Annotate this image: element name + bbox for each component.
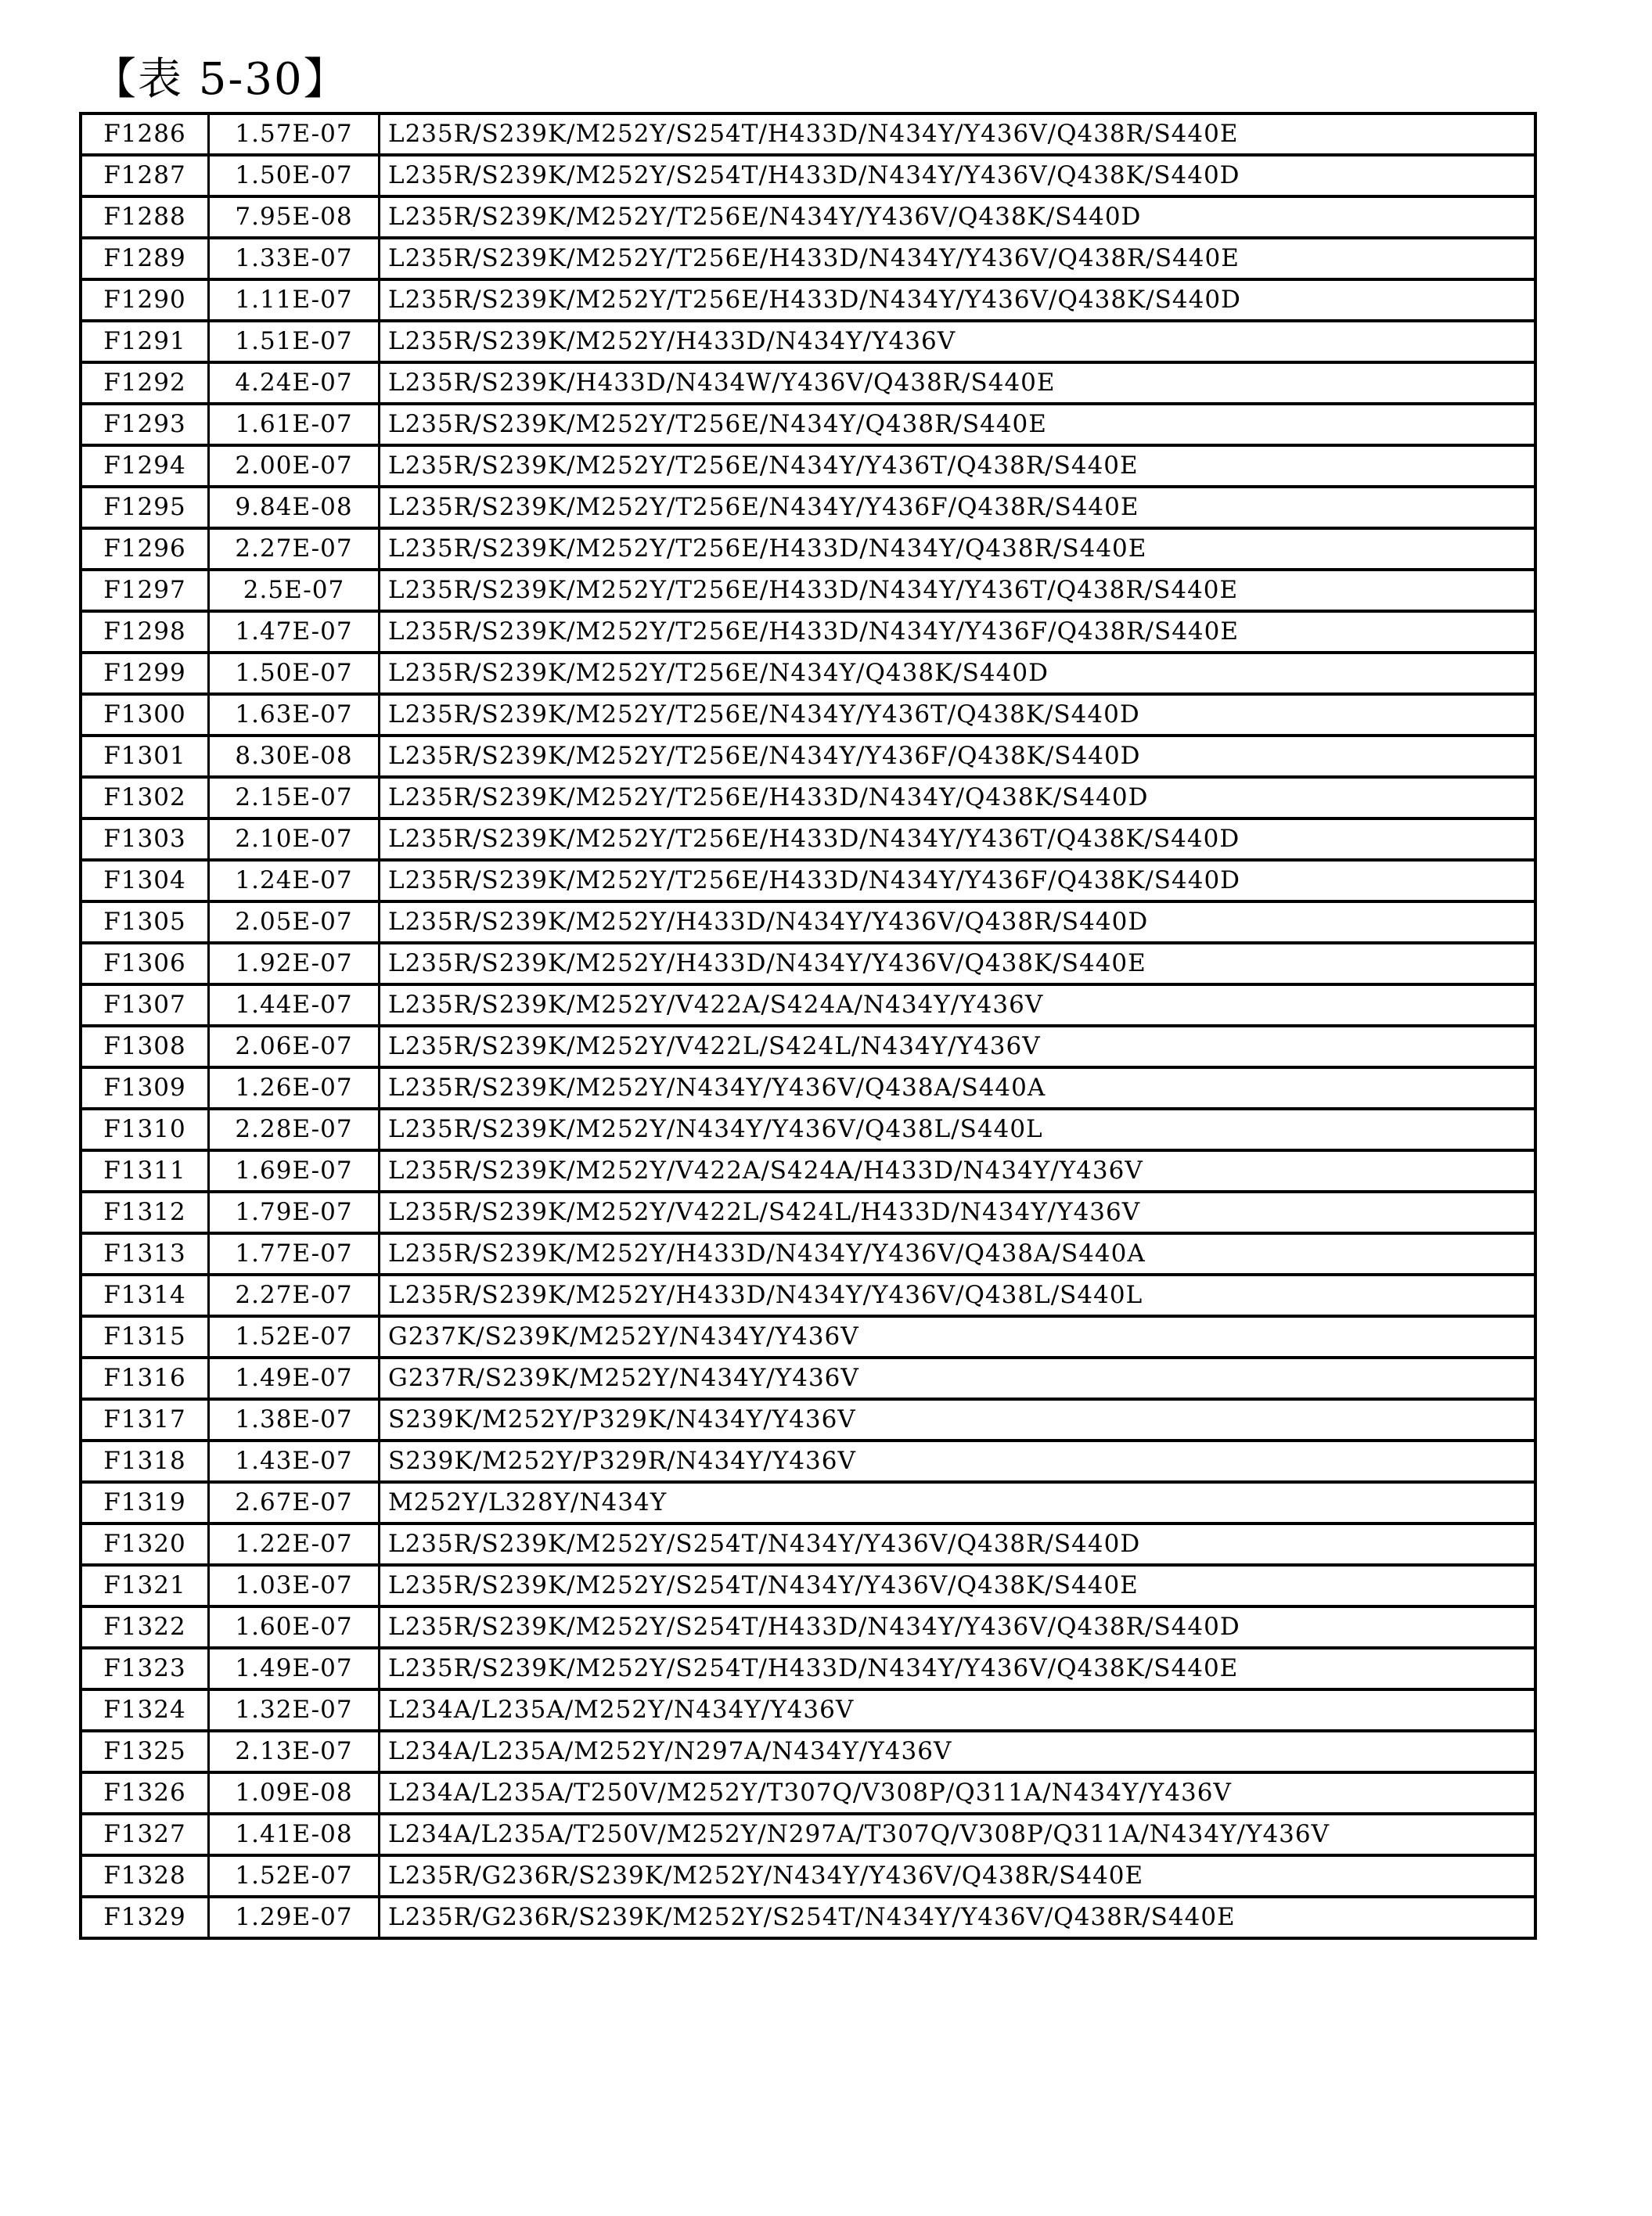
mutations-cell: L235R/S239K/M252Y/S254T/N434Y/Y436V/Q438K/S440E: [380, 1565, 1536, 1606]
table-row: [81, 113, 1535, 155]
value-cell: 1.77E-07: [209, 1233, 380, 1275]
value-cell: 1.03E-07: [209, 1565, 380, 1606]
mutations-cell: L235R/S239K/M252Y/T256E/N434Y/Y436T/Q438K/S440D: [380, 694, 1536, 736]
variant-id-cell: F1317: [81, 1399, 209, 1441]
mutations-cell: L235R/S239K/M252Y/H433D/N434Y/Y436V: [380, 321, 1536, 362]
table-row: [81, 1316, 1535, 1358]
variant-id-cell: F1323: [81, 1648, 209, 1689]
table-row: [81, 321, 1535, 362]
variant-id-cell: F1286: [81, 113, 209, 155]
mutations-cell: L235R/S239K/M252Y/V422A/S424A/N434Y/Y436V: [380, 984, 1536, 1026]
variant-id-cell: F1291: [81, 321, 209, 362]
table-row: [81, 1855, 1535, 1897]
table-row: [81, 736, 1535, 777]
variant-id-cell: F1314: [81, 1275, 209, 1316]
mutations-cell: L235R/S239K/M252Y/V422A/S424A/H433D/N434Y/Y436V: [380, 1150, 1536, 1192]
variant-id-cell: F1309: [81, 1067, 209, 1109]
variant-id-cell: F1298: [81, 611, 209, 653]
table-row: [81, 1772, 1535, 1814]
variant-id-cell: F1300: [81, 694, 209, 736]
mutations-cell: L235R/S239K/M252Y/T256E/H433D/N434Y/Y436V/Q438R/S440E: [380, 238, 1536, 279]
mutations-cell: L235R/S239K/H433D/N434W/Y436V/Q438R/S440E: [380, 362, 1536, 404]
table-row: [81, 570, 1535, 611]
mutations-cell: L235R/S239K/M252Y/H433D/N434Y/Y436V/Q438R/S440D: [380, 901, 1536, 943]
table-row: [81, 279, 1535, 321]
value-cell: 9.84E-08: [209, 487, 380, 528]
table-row: [81, 777, 1535, 818]
table-row: [81, 984, 1535, 1026]
table-row: [81, 1192, 1535, 1233]
variant-id-cell: F1306: [81, 943, 209, 984]
table-row: [81, 1067, 1535, 1109]
variant-id-cell: F1299: [81, 653, 209, 694]
variant-table: [79, 112, 1537, 1940]
variant-id-cell: F1288: [81, 196, 209, 238]
mutations-cell: L235R/S239K/M252Y/N434Y/Y436V/Q438A/S440A: [380, 1067, 1536, 1109]
variant-id-cell: F1329: [81, 1897, 209, 1938]
mutations-cell: L235R/S239K/M252Y/T256E/N434Y/Q438R/S440E: [380, 404, 1536, 445]
table-row: [81, 238, 1535, 279]
mutations-cell: G237K/S239K/M252Y/N434Y/Y436V: [380, 1316, 1536, 1358]
value-cell: 1.52E-07: [209, 1855, 380, 1897]
value-cell: 1.22E-07: [209, 1524, 380, 1565]
value-cell: 1.50E-07: [209, 653, 380, 694]
value-cell: 2.05E-07: [209, 901, 380, 943]
variant-id-cell: F1302: [81, 777, 209, 818]
variant-id-cell: F1290: [81, 279, 209, 321]
variant-id-cell: F1297: [81, 570, 209, 611]
mutations-cell: L235R/S239K/M252Y/T256E/H433D/N434Y/Y436T/Q438R/S440E: [380, 570, 1536, 611]
value-cell: 1.11E-07: [209, 279, 380, 321]
table-row: [81, 1109, 1535, 1150]
value-cell: 2.27E-07: [209, 1275, 380, 1316]
table-row: [81, 1606, 1535, 1648]
table-row: [81, 1814, 1535, 1855]
mutations-cell: L235R/G236R/S239K/M252Y/N434Y/Y436V/Q438R/S440E: [380, 1855, 1536, 1897]
variant-id-cell: F1310: [81, 1109, 209, 1150]
table-row: [81, 1482, 1535, 1524]
value-cell: 1.61E-07: [209, 404, 380, 445]
table-row: [81, 1731, 1535, 1772]
value-cell: 1.38E-07: [209, 1399, 380, 1441]
value-cell: 1.50E-07: [209, 155, 380, 196]
variant-id-cell: F1292: [81, 362, 209, 404]
mutations-cell: L235R/S239K/M252Y/S254T/N434Y/Y436V/Q438R/S440D: [380, 1524, 1536, 1565]
table-row: [81, 1233, 1535, 1275]
table-row: [81, 901, 1535, 943]
value-cell: 2.67E-07: [209, 1482, 380, 1524]
value-cell: 2.00E-07: [209, 445, 380, 487]
mutations-cell: S239K/M252Y/P329K/N434Y/Y436V: [380, 1399, 1536, 1441]
table-row: [81, 860, 1535, 901]
variant-id-cell: F1295: [81, 487, 209, 528]
table-row: [81, 1897, 1535, 1938]
mutations-cell: M252Y/L328Y/N434Y: [380, 1482, 1536, 1524]
table-row: [81, 404, 1535, 445]
mutations-cell: L235R/S239K/M252Y/V422L/S424L/N434Y/Y436V: [380, 1026, 1536, 1067]
table-row: [81, 653, 1535, 694]
table-row: [81, 818, 1535, 860]
variant-id-cell: F1294: [81, 445, 209, 487]
table-row: [81, 1358, 1535, 1399]
variant-id-cell: F1312: [81, 1192, 209, 1233]
value-cell: 7.95E-08: [209, 196, 380, 238]
variant-id-cell: F1289: [81, 238, 209, 279]
value-cell: 2.06E-07: [209, 1026, 380, 1067]
table-title: 【表 5-30】: [92, 54, 349, 105]
variant-id-cell: F1304: [81, 860, 209, 901]
variant-id-cell: F1327: [81, 1814, 209, 1855]
mutations-cell: G237R/S239K/M252Y/N434Y/Y436V: [380, 1358, 1536, 1399]
variant-id-cell: F1315: [81, 1316, 209, 1358]
mutations-cell: L234A/L235A/T250V/M252Y/T307Q/V308P/Q311A/N434Y/Y436V: [380, 1772, 1536, 1814]
value-cell: 2.10E-07: [209, 818, 380, 860]
variant-id-cell: F1305: [81, 901, 209, 943]
table-row: [81, 528, 1535, 570]
table-row: [81, 362, 1535, 404]
mutations-cell: L235R/S239K/M252Y/T256E/N434Y/Y436V/Q438K/S440D: [380, 196, 1536, 238]
table-row: [81, 1026, 1535, 1067]
table-row: [81, 1441, 1535, 1482]
variant-id-cell: F1328: [81, 1855, 209, 1897]
table-row: [81, 1648, 1535, 1689]
variant-id-cell: F1318: [81, 1441, 209, 1482]
variant-id-cell: F1319: [81, 1482, 209, 1524]
table-row: [81, 445, 1535, 487]
mutations-cell: L235R/S239K/M252Y/T256E/H433D/N434Y/Y436T/Q438K/S440D: [380, 818, 1536, 860]
value-cell: 1.32E-07: [209, 1689, 380, 1731]
variant-id-cell: F1321: [81, 1565, 209, 1606]
variant-id-cell: F1322: [81, 1606, 209, 1648]
value-cell: 2.13E-07: [209, 1731, 380, 1772]
mutations-cell: L235R/S239K/M252Y/S254T/H433D/N434Y/Y436V/Q438R/S440E: [380, 113, 1536, 155]
table-row: [81, 1275, 1535, 1316]
table-row: [81, 1565, 1535, 1606]
mutations-cell: L235R/S239K/M252Y/T256E/H433D/N434Y/Q438K/S440D: [380, 777, 1536, 818]
variant-id-cell: F1308: [81, 1026, 209, 1067]
mutations-cell: L235R/G236R/S239K/M252Y/S254T/N434Y/Y436V/Q438R/S440E: [380, 1897, 1536, 1938]
value-cell: 1.43E-07: [209, 1441, 380, 1482]
table-row: [81, 155, 1535, 196]
variant-id-cell: F1287: [81, 155, 209, 196]
value-cell: 1.49E-07: [209, 1358, 380, 1399]
table-row: [81, 943, 1535, 984]
value-cell: 1.49E-07: [209, 1648, 380, 1689]
mutations-cell: L235R/S239K/M252Y/T256E/N434Y/Y436T/Q438R/S440E: [380, 445, 1536, 487]
variant-id-cell: F1325: [81, 1731, 209, 1772]
variant-id-cell: F1293: [81, 404, 209, 445]
value-cell: 1.69E-07: [209, 1150, 380, 1192]
value-cell: 2.28E-07: [209, 1109, 380, 1150]
value-cell: 1.44E-07: [209, 984, 380, 1026]
value-cell: 1.41E-08: [209, 1814, 380, 1855]
variant-id-cell: F1316: [81, 1358, 209, 1399]
value-cell: 4.24E-07: [209, 362, 380, 404]
mutations-cell: L235R/S239K/M252Y/T256E/N434Y/Q438K/S440D: [380, 653, 1536, 694]
mutations-cell: L235R/S239K/M252Y/T256E/N434Y/Y436F/Q438R/S440E: [380, 487, 1536, 528]
value-cell: 2.15E-07: [209, 777, 380, 818]
mutations-cell: L235R/S239K/M252Y/T256E/N434Y/Y436F/Q438K/S440D: [380, 736, 1536, 777]
value-cell: 1.24E-07: [209, 860, 380, 901]
mutations-cell: L235R/S239K/M252Y/T256E/H433D/N434Y/Y436V/Q438K/S440D: [380, 279, 1536, 321]
variant-id-cell: F1326: [81, 1772, 209, 1814]
table-row: [81, 1689, 1535, 1731]
mutations-cell: L235R/S239K/M252Y/S254T/H433D/N434Y/Y436V/Q438K/S440E: [380, 1648, 1536, 1689]
value-cell: 1.26E-07: [209, 1067, 380, 1109]
value-cell: 1.09E-08: [209, 1772, 380, 1814]
variant-id-cell: F1324: [81, 1689, 209, 1731]
mutations-cell: L234A/L235A/T250V/M252Y/N297A/T307Q/V308P/Q311A/N434Y/Y436V: [380, 1814, 1536, 1855]
table-row: [81, 1524, 1535, 1565]
value-cell: 1.33E-07: [209, 238, 380, 279]
value-cell: 1.47E-07: [209, 611, 380, 653]
value-cell: 2.5E-07: [209, 570, 380, 611]
variant-id-cell: F1311: [81, 1150, 209, 1192]
variant-id-cell: F1296: [81, 528, 209, 570]
value-cell: 2.27E-07: [209, 528, 380, 570]
variant-id-cell: F1320: [81, 1524, 209, 1565]
value-cell: 1.52E-07: [209, 1316, 380, 1358]
mutations-cell: L235R/S239K/M252Y/S254T/H433D/N434Y/Y436V/Q438R/S440D: [380, 1606, 1536, 1648]
mutations-cell: L235R/S239K/M252Y/H433D/N434Y/Y436V/Q438K/S440E: [380, 943, 1536, 984]
value-cell: 1.63E-07: [209, 694, 380, 736]
mutations-cell: L235R/S239K/M252Y/T256E/H433D/N434Y/Y436F/Q438R/S440E: [380, 611, 1536, 653]
mutations-cell: L234A/L235A/M252Y/N297A/N434Y/Y436V: [380, 1731, 1536, 1772]
table-row: [81, 1399, 1535, 1441]
value-cell: 1.51E-07: [209, 321, 380, 362]
mutations-cell: L235R/S239K/M252Y/V422L/S424L/H433D/N434Y/Y436V: [380, 1192, 1536, 1233]
value-cell: 1.92E-07: [209, 943, 380, 984]
mutations-cell: L235R/S239K/M252Y/N434Y/Y436V/Q438L/S440L: [380, 1109, 1536, 1150]
variant-id-cell: F1303: [81, 818, 209, 860]
variant-id-cell: F1313: [81, 1233, 209, 1275]
table-row: [81, 196, 1535, 238]
table-row: [81, 487, 1535, 528]
table-row: [81, 694, 1535, 736]
mutations-cell: L235R/S239K/M252Y/H433D/N434Y/Y436V/Q438A/S440A: [380, 1233, 1536, 1275]
mutations-cell: L235R/S239K/M252Y/T256E/H433D/N434Y/Q438R/S440E: [380, 528, 1536, 570]
value-cell: 8.30E-08: [209, 736, 380, 777]
mutations-cell: L235R/S239K/M252Y/T256E/H433D/N434Y/Y436F/Q438K/S440D: [380, 860, 1536, 901]
variant-id-cell: F1307: [81, 984, 209, 1026]
value-cell: 1.29E-07: [209, 1897, 380, 1938]
table-row: [81, 1150, 1535, 1192]
mutations-cell: L235R/S239K/M252Y/S254T/H433D/N434Y/Y436V/Q438K/S440D: [380, 155, 1536, 196]
mutations-cell: L234A/L235A/M252Y/N434Y/Y436V: [380, 1689, 1536, 1731]
value-cell: 1.79E-07: [209, 1192, 380, 1233]
mutations-cell: L235R/S239K/M252Y/H433D/N434Y/Y436V/Q438L/S440L: [380, 1275, 1536, 1316]
value-cell: 1.57E-07: [209, 113, 380, 155]
table-row: [81, 611, 1535, 653]
table-body: [81, 113, 1535, 1938]
variant-id-cell: F1301: [81, 736, 209, 777]
value-cell: 1.60E-07: [209, 1606, 380, 1648]
mutations-cell: S239K/M252Y/P329R/N434Y/Y436V: [380, 1441, 1536, 1482]
